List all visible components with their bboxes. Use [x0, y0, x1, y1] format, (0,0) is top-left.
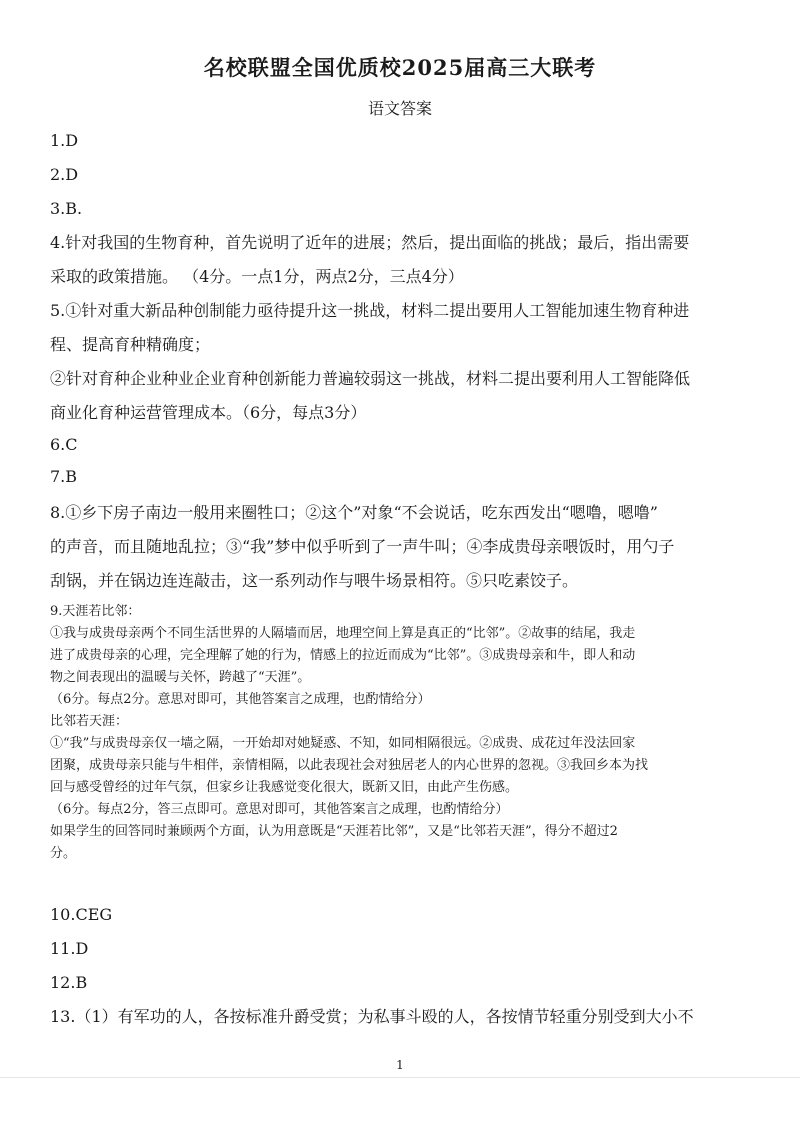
answer-line: 如果学生的回答同时兼顾两个方面，认为用意既是“天涯若比邻”，又是“比邻若天涯”，得分不超过2	[50, 824, 618, 839]
answer-line: 10.CEG	[50, 905, 113, 924]
answer-line: 4.针对我国的生物育种，首先说明了近年的进展；然后，提出面临的挑战；最后，指出需要	[50, 233, 690, 252]
answer-line: 程、提高育种精确度；	[50, 335, 211, 354]
document-subtitle: 语文答案	[367, 99, 432, 118]
answer-line: 物之间表现出的温暖与关怀，跨越了“天涯”。	[50, 670, 311, 685]
answer-line: ①我与成贵母亲两个不同生活世界的人隔墙而居，地理空间上算是真正的“比邻”。②故事的结尾，我走	[50, 626, 636, 641]
answer-line: 11.D	[50, 939, 89, 958]
answer-line: 进了成贵母亲的心理，完全理解了她的行为，情感上的拉近而成为“比邻”。③成贵母亲和牛，即人和动	[50, 648, 636, 663]
answer-line: ①“我”与成贵母亲仅一墙之隔，一开始却对她疑惑、不知，如同相隔很远。②成贵、成花过年没法回家	[50, 736, 636, 751]
answer-line: 2.D	[50, 165, 79, 184]
answer-line: 刮锅，并在锅边连连敲击，这一系列动作与喂牛场景相符。⑤只吃素饺子。	[50, 571, 579, 590]
answer-line: （6分。每点2分，答三点即可。意思对即可，其他答案言之成理，也酌情给分）	[50, 802, 509, 817]
document-title: 名校联盟全国优质校2025届高三大联考	[203, 55, 597, 80]
answer-line: 9.天涯若比邻：	[50, 604, 141, 619]
answer-line: 13.（1）有军功的人，各按标准升爵受赏；为私事斗殴的人，各按情节轻重分别受到大小不	[50, 1007, 694, 1026]
answer-line: 8.①乡下房子南边一般用来圈牲口；②这个”对象“不会说话，吃东西发出“嗯噜，嗯噜”	[50, 503, 658, 522]
answer-line: 5.①针对重大新品种创制能力亟待提升这一挑战，材料二提出要用人工智能加速生物育种进	[50, 301, 690, 320]
answer-line: （6分。每点2分。意思对即可，其他答案言之成理，也酌情给分）	[50, 692, 431, 707]
answer-line: 回与感受曾经的过年气氛，但家乡让我感觉变化很大，既新又旧，由此产生伤感。	[50, 780, 519, 795]
answer-line: ②针对育种企业种业企业育种创新能力普遍较弱这一挑战，材料二提出要利用人工智能降低	[50, 369, 691, 388]
answer-line: 分。	[50, 846, 77, 861]
footer-divider	[0, 1077, 800, 1078]
answer-line: 7.B	[50, 467, 78, 486]
answer-line: 1.D	[50, 131, 79, 150]
answer-line: 团聚，成贵母亲只能与牛相伴，亲情相隔，以此表现社会对独居老人的内心世界的忽视。③我回乡本为找	[50, 758, 649, 773]
answer-line: 12.B	[50, 973, 88, 992]
answer-line: 的声音，而且随地乱拉；③“我”梦中似乎听到了一声牛叫；④李成贵母亲喂饭时，用勺子	[50, 537, 675, 556]
answer-line: 3.B.	[50, 199, 83, 218]
answer-line: 比邻若天涯：	[50, 714, 129, 729]
answer-line: 商业化育种运营管理成本。（6分，每点3分）	[50, 403, 367, 422]
page-number: 1	[396, 1058, 404, 1072]
answer-line: 6.C	[50, 435, 78, 454]
answer-line: 采取的政策措施。 （4分。一点1分，两点2分，三点4分）	[50, 267, 464, 286]
